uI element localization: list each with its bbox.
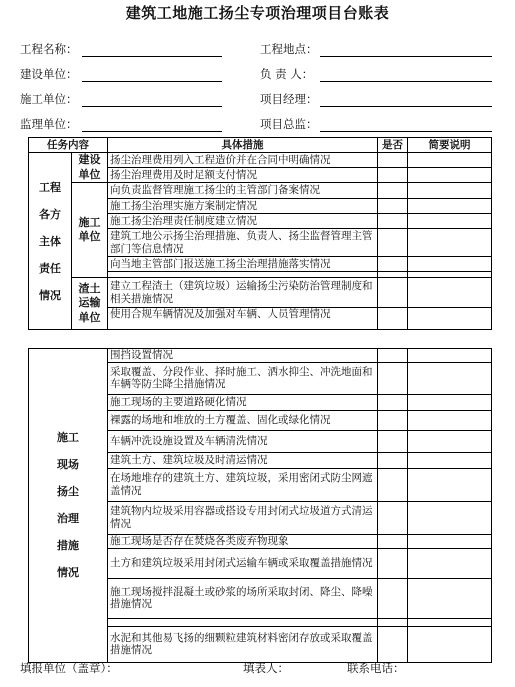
- project-manager-label: 项目经理：: [260, 92, 318, 106]
- subcategory-builder-unit: 施工 单位: [72, 183, 108, 278]
- project-location-label: 工程地点：: [260, 42, 318, 56]
- project-name-field[interactable]: [20, 41, 225, 57]
- remark-cell[interactable]: [408, 257, 492, 272]
- construction-unit-line[interactable]: [82, 81, 222, 82]
- measure-cell: 水泥和其他易飞扬的细颗粒建筑材料密闭存放或采取覆盖措施情况: [108, 626, 378, 662]
- chief-supervisor-field[interactable]: [260, 116, 495, 132]
- remark-cell[interactable]: [408, 578, 492, 618]
- project-name-label: 工程名称：: [20, 42, 78, 56]
- remark-cell[interactable]: [408, 362, 492, 394]
- yesno-cell[interactable]: [378, 229, 408, 257]
- yesno-cell[interactable]: [378, 278, 408, 308]
- yesno-cell[interactable]: [378, 183, 408, 199]
- builder-unit-label: 施工单位：: [20, 92, 78, 106]
- remark-cell[interactable]: [408, 410, 492, 430]
- measure-cell: 向负责监督管理施工扬尘的主管部门备案情况: [108, 183, 378, 199]
- yesno-cell[interactable]: [378, 362, 408, 394]
- remark-cell[interactable]: [408, 168, 492, 183]
- remark-cell[interactable]: [408, 394, 492, 410]
- yesno-cell[interactable]: [378, 534, 408, 548]
- page-title: 建筑工地施工扬尘专项治理项目台账表: [125, 4, 390, 22]
- table-row: [29, 183, 492, 199]
- project-location-field[interactable]: [260, 41, 495, 57]
- person-in-charge-line[interactable]: [320, 81, 492, 82]
- header-measures: 具体措施: [108, 138, 378, 153]
- supervision-unit-label: 监理单位：: [20, 117, 78, 131]
- yesno-cell[interactable]: [378, 394, 408, 410]
- yesno-cell[interactable]: [378, 199, 408, 214]
- construction-unit-label: 建设单位：: [20, 67, 78, 81]
- remark-cell[interactable]: [408, 229, 492, 257]
- yesno-cell[interactable]: [378, 168, 408, 183]
- yesno-cell[interactable]: [378, 468, 408, 501]
- measure-cell: 施工现场是否存在焚烧各类废弃物现象: [108, 534, 378, 548]
- person-in-charge-field[interactable]: [260, 66, 495, 82]
- project-manager-field[interactable]: [260, 91, 495, 107]
- remark-cell[interactable]: [408, 153, 492, 168]
- yesno-cell[interactable]: [378, 548, 408, 578]
- remark-cell[interactable]: [408, 548, 492, 578]
- remark-cell[interactable]: [408, 278, 492, 308]
- subcategory-transport-unit: 渣土 运输 单位: [72, 278, 108, 330]
- remark-cell[interactable]: [408, 626, 492, 662]
- category-cell-responsibility: 工程 各方 主体 责任 情况: [29, 153, 72, 330]
- measure-cell: 施工现场的主要道路硬化情况: [108, 394, 378, 410]
- measure-cell: 采取覆盖、分段作业、择时施工、洒水抑尘、冲洗地面和车辆等防尘降尘措施情况: [108, 362, 378, 394]
- header-yesno: 是否: [378, 138, 408, 153]
- measure-cell: 围挡设置情况: [108, 349, 378, 363]
- supervision-unit-field[interactable]: [20, 116, 225, 132]
- subcategory-construction-unit: 建设 单位: [72, 153, 108, 183]
- yesno-cell[interactable]: [378, 430, 408, 452]
- table-row: [29, 278, 492, 308]
- footer-reporting-unit: 填报单位（盖章）：: [20, 661, 118, 675]
- measure-cell: 建筑工地公示扬尘治理措施、负责人、扬尘监督管理主管部门等信息情况: [108, 229, 378, 257]
- measure-cell: 建筑物内垃圾采用容器或搭设专用封闭式垃圾道方式清运情况: [108, 501, 378, 534]
- yesno-cell[interactable]: [378, 153, 408, 168]
- remark-cell[interactable]: [408, 430, 492, 452]
- header-task: 任务内容: [29, 138, 108, 153]
- measure-cell: 施工扬尘治理责任制度建立情况: [108, 214, 378, 229]
- chief-supervisor-line[interactable]: [320, 131, 492, 132]
- yesno-cell[interactable]: [378, 626, 408, 662]
- footer-filler: 填表人：: [243, 661, 289, 675]
- yesno-cell[interactable]: [378, 452, 408, 468]
- measure-cell-empty: [108, 618, 378, 626]
- table-row: [29, 153, 492, 168]
- site-measures-table: [28, 348, 492, 663]
- yesno-cell[interactable]: [378, 308, 408, 330]
- remark-cell[interactable]: [408, 183, 492, 199]
- yesno-cell[interactable]: [378, 501, 408, 534]
- remark-cell[interactable]: [408, 618, 492, 626]
- yesno-cell[interactable]: [378, 214, 408, 229]
- project-manager-line[interactable]: [320, 106, 492, 107]
- remark-cell[interactable]: [408, 214, 492, 229]
- yesno-cell[interactable]: [378, 578, 408, 618]
- measure-cell: 土方和建筑垃圾采用封闭式运输车辆或采取覆盖措施情况: [108, 548, 378, 578]
- builder-unit-field[interactable]: [20, 91, 225, 107]
- measure-cell: 车辆冲洗设施设置及车辆清洗情况: [108, 430, 378, 452]
- measure-cell: 施工现场搅拌混凝土或砂浆的场所采取封闭、降尘、降噪措施情况: [108, 578, 378, 618]
- yesno-cell[interactable]: [378, 410, 408, 430]
- measure-cell: 向当地主管部门报送施工扬尘治理措施落实情况: [108, 257, 378, 272]
- construction-unit-field[interactable]: [20, 66, 225, 82]
- table-row: [29, 349, 492, 363]
- supervision-unit-line[interactable]: [82, 131, 222, 132]
- measure-cell: 裸露的场地和堆放的土方覆盖、固化或绿化情况: [108, 410, 378, 430]
- remark-cell[interactable]: [408, 452, 492, 468]
- project-name-line[interactable]: [82, 56, 222, 57]
- footer-phone: 联系电话：: [347, 661, 405, 675]
- measure-cell: 建筑土方、建筑垃圾及时清运情况: [108, 452, 378, 468]
- remark-cell[interactable]: [408, 501, 492, 534]
- remark-cell[interactable]: [408, 534, 492, 548]
- header-row: [29, 138, 492, 153]
- category-cell-site-measures: 施工 现场 扬尘 治理 措施 情况: [29, 349, 108, 663]
- measure-cell: 建立工程渣土（建筑垃圾）运输扬尘污染防治管理制度和相关措施情况: [108, 278, 378, 308]
- remark-cell[interactable]: [408, 199, 492, 214]
- chief-supervisor-label: 项目总监：: [260, 117, 318, 131]
- yesno-cell[interactable]: [378, 618, 408, 626]
- yesno-cell[interactable]: [378, 257, 408, 272]
- yesno-cell[interactable]: [378, 349, 408, 363]
- measure-cell: 施工扬尘治理实施方案制定情况: [108, 199, 378, 214]
- header-remark: 简要说明: [408, 138, 492, 153]
- measure-cell: 扬尘治理费用及时足额支付情况: [108, 168, 378, 183]
- person-in-charge-label: 负 责 人：: [260, 67, 314, 81]
- builder-unit-line[interactable]: [82, 106, 222, 107]
- measure-cell: 在场地堆存的建筑土方、建筑垃圾，采用密闭式防尘网遮盖情况: [108, 468, 378, 501]
- remark-cell[interactable]: [408, 468, 492, 501]
- remark-cell[interactable]: [408, 349, 492, 363]
- measure-cell: 扬尘治理费用列入工程造价并在合同中明确情况: [108, 153, 378, 168]
- remark-cell[interactable]: [408, 308, 492, 330]
- measure-cell: 使用合规车辆情况及加强对车辆、人员管理情况: [108, 308, 378, 330]
- responsibility-table: [28, 137, 492, 330]
- project-location-line[interactable]: [320, 56, 492, 57]
